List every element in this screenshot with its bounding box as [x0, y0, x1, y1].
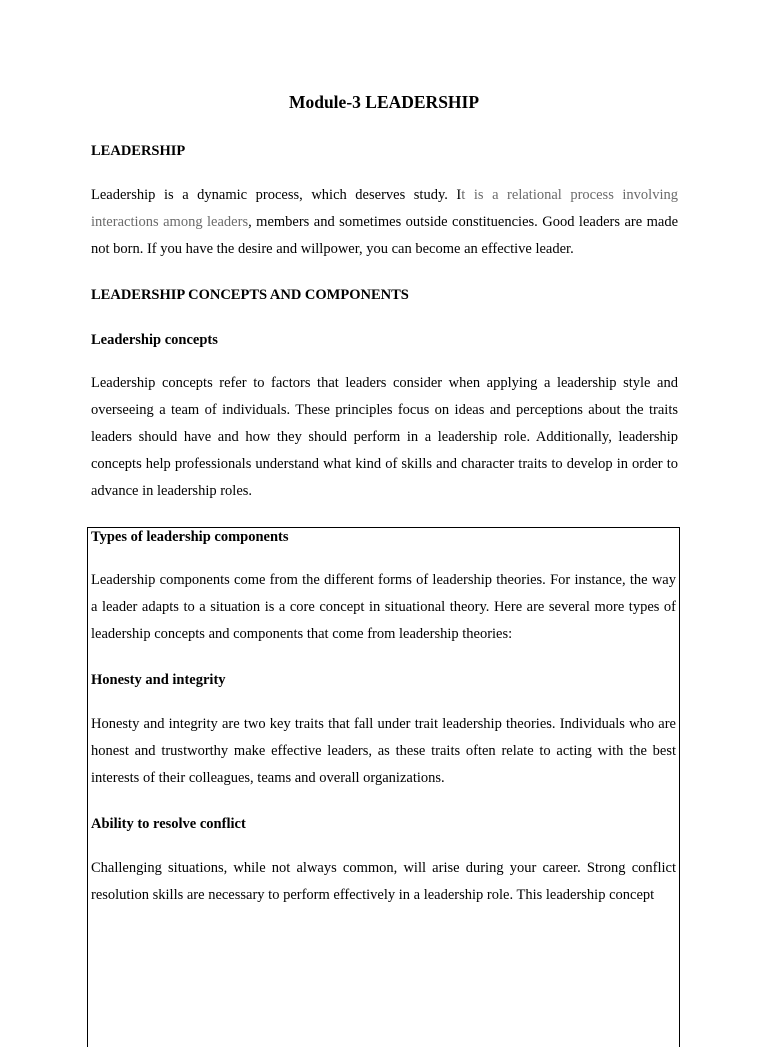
box-paragraph-honesty: Honesty and integrity are two key traits that fall under trait leadership theories. Individuals who are honest and trustworthy make effective leaders, as these traits often relate to acting with the best interests of their colleagues, teams and overall organizations. — [91, 716, 676, 786]
page-title: Module-3 LEADERSHIP — [288, 92, 480, 112]
intro-text-part1: Leadership is a dynamic process, which deserves study. I — [91, 187, 462, 203]
box-paragraph-conflict: Challenging situations, while not always common, will arise during your career. Strong conflict resolution skills are necessary to perform effectively in a leadership role. This leadership concept — [91, 860, 676, 903]
section-heading-leadership: LEADERSHIP — [91, 143, 186, 159]
box-paragraph-components: Leadership components come from the different forms of leadership theories. For instance, the way a leader adapts to a situation is a core concept in situational theory. Here are several more types of leadership concepts and components that come from leadership theories: — [91, 572, 676, 642]
intro-paragraph — [91, 182, 678, 263]
intro-text-highlight: t is a relational process involving interactions among leaders — [91, 187, 678, 230]
concepts-paragraph: Leadership concepts refer to factors that leaders consider when applying a leadership style and overseeing a team of individuals. These principles focus on ideas and perceptions about the traits leaders should have and how they should perform in a leadership role. Additionally, leadership concepts help professionals understand what kind of skills and character traits to develop in order to advance in leadership roles. — [91, 375, 678, 499]
intro-text-part3: , members and sometimes outside constituencies. Good leaders are made not born. If you have the desire and willpower, you can become an effective leader. — [91, 214, 679, 257]
components-box — [87, 527, 680, 1047]
box-heading-honesty: Honesty and integrity — [91, 672, 226, 688]
subheading-leadership-concepts: Leadership concepts — [91, 332, 218, 348]
box-heading-conflict: Ability to resolve conflict — [91, 816, 246, 832]
box-heading-types: Types of leadership components — [91, 529, 289, 545]
section-heading-concepts-components: LEADERSHIP CONCEPTS AND COMPONENTS — [91, 287, 409, 303]
